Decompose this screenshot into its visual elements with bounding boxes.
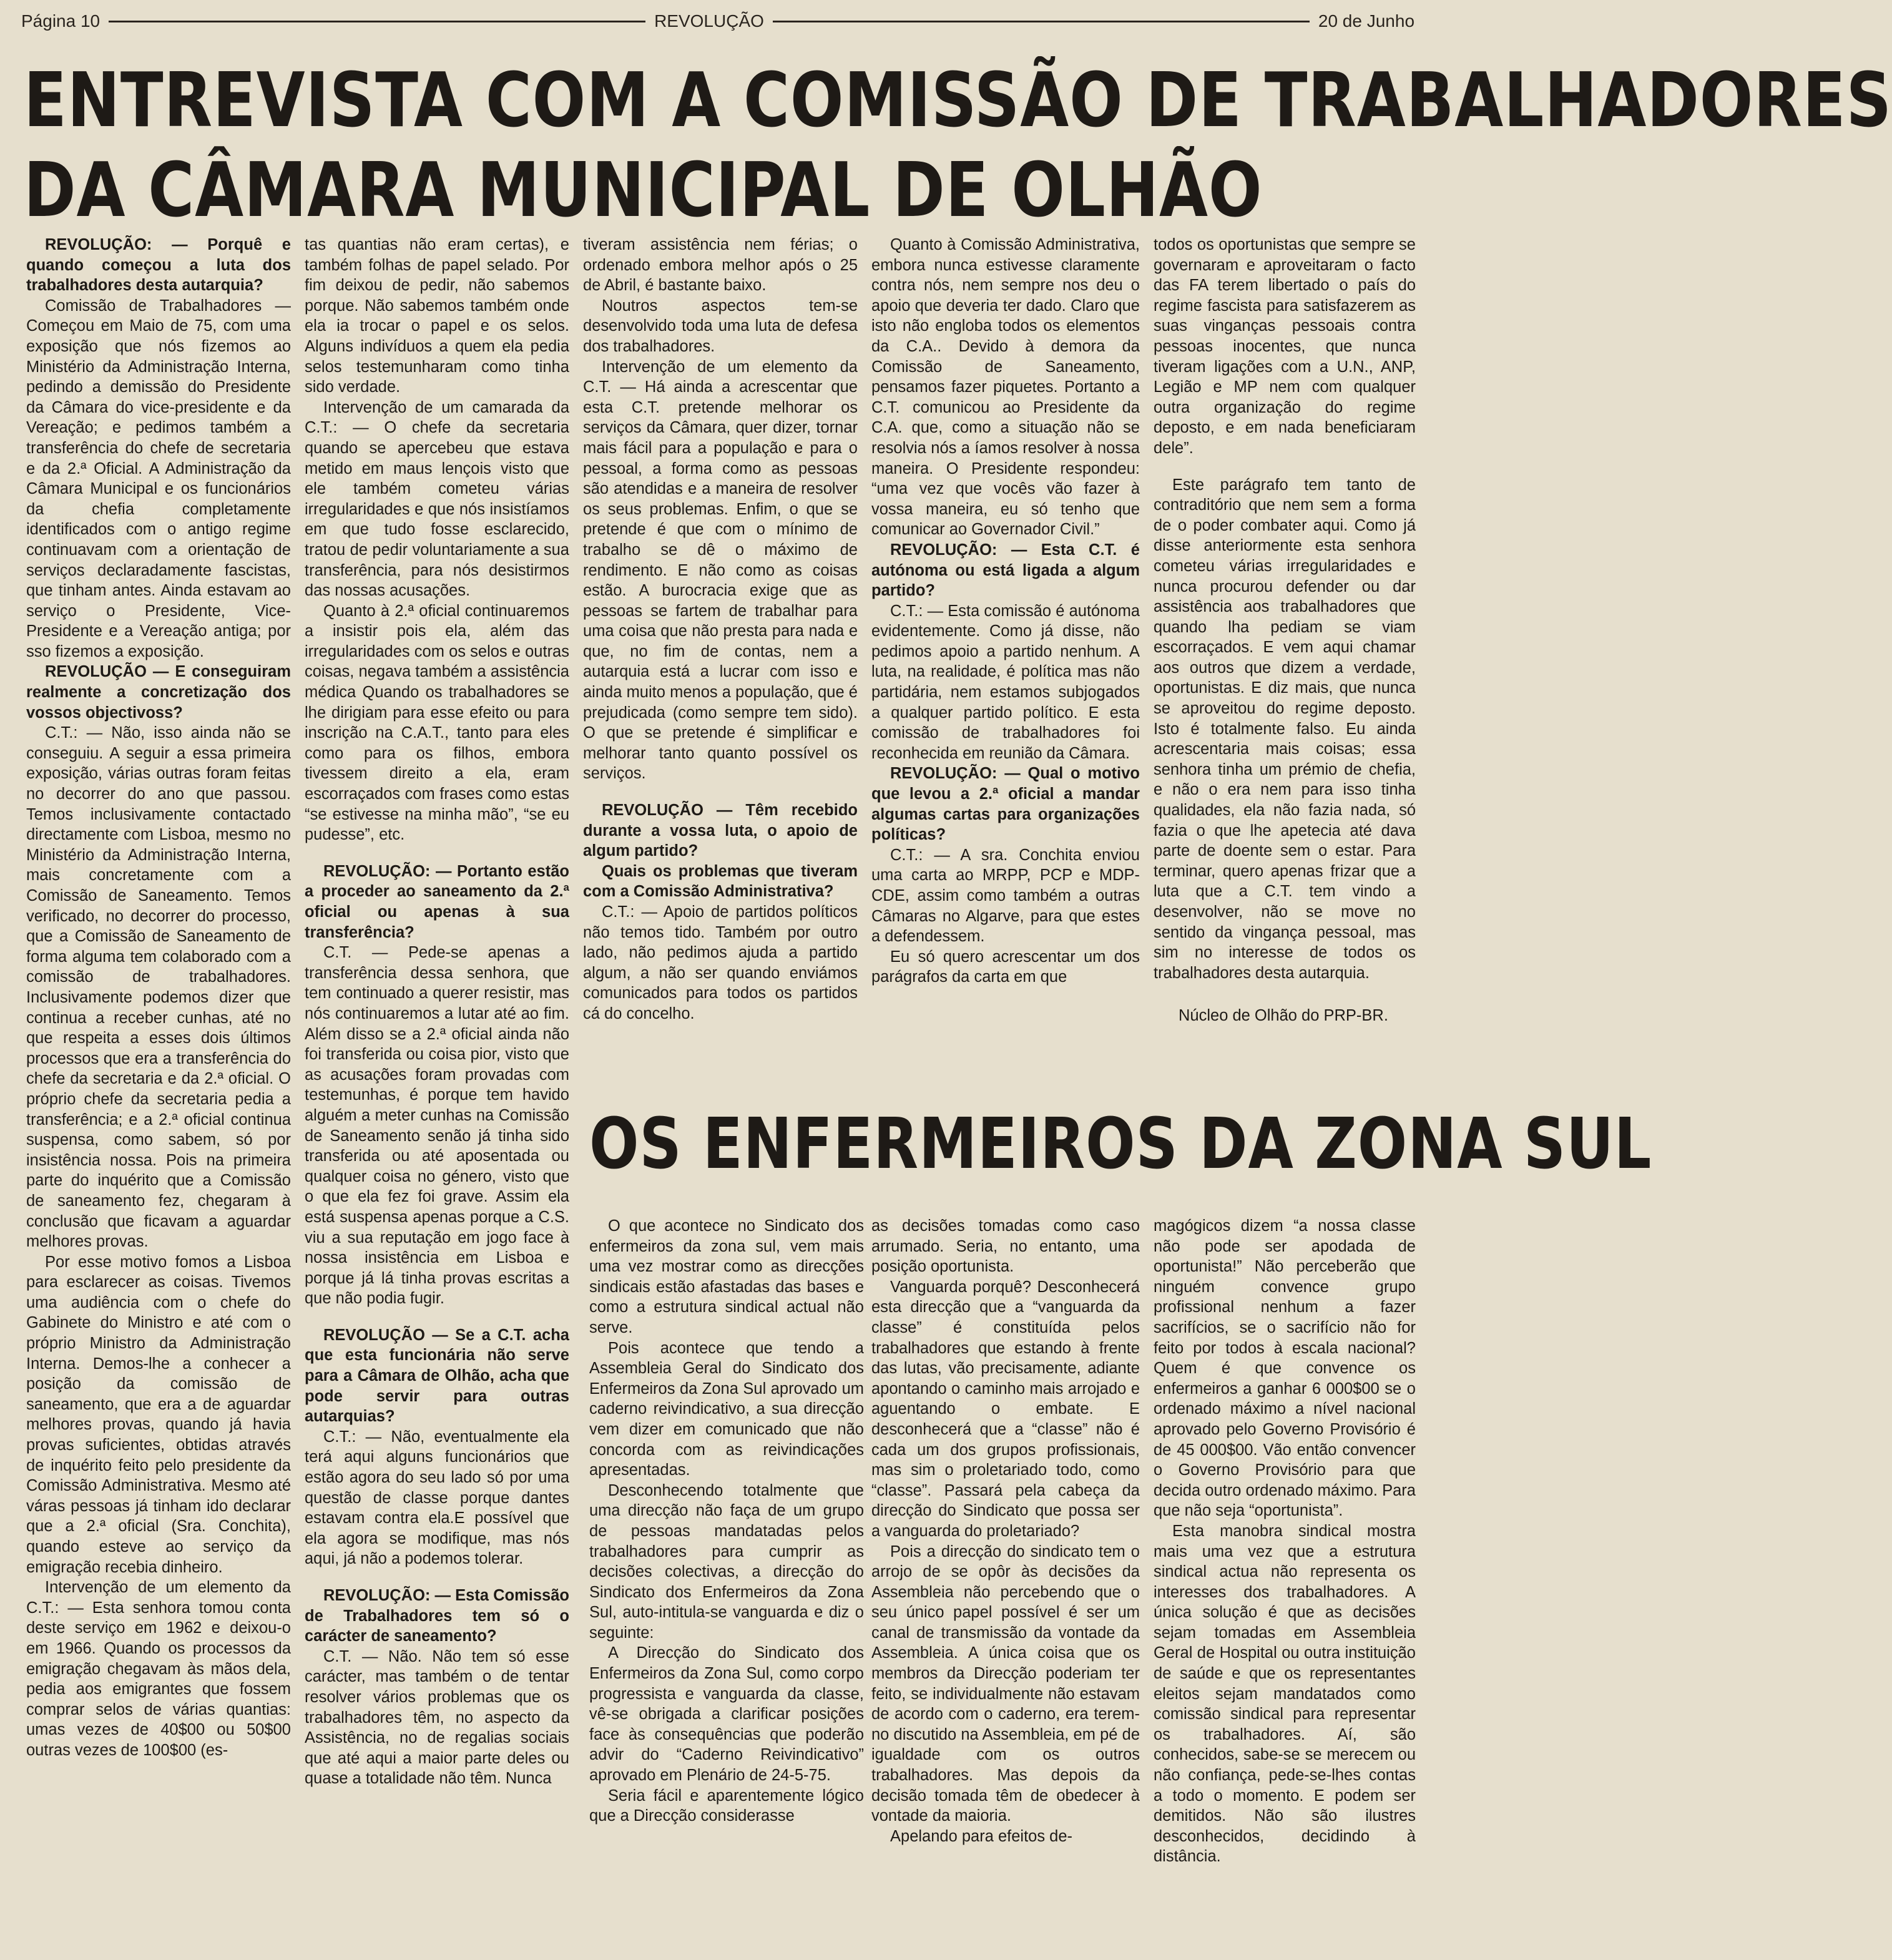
answer-paragraph: Este parágrafo tem tanto de contraditório que nem sem a forma de o poder combater aqui. Como já disse anteriormente esta senhora cometeu várias irregularidades e nunca procurou defender ou dar assistência aos trabalhadores que quando lha pediam se viam escorraçados. E vem aqui chamar aos outros que dizem a verdade, oportunistas. E diz mais, que nunca se aproveitou do regime deposto. Isto é totalmente falso. Eu ainda acrescentaria mais coisas; essa senhora tinha um prémio de chefia, e não o era nem para isso tinha qualidades, ela não fazia nada, só fazia o que lhe apetecia até dava parte de doente sem o estar. Para terminar, quero apenas frizar que a luta que a C.T. tem vindo a desenvolver, não se move no sentido da vingança pessoal, mas sim no interesse de todos os trabalhadores desta autarquia. (1154, 476, 1416, 982)
nurses-column-2 (871, 1216, 1140, 1878)
nurses-column-3 (1154, 1216, 1416, 1878)
question-paragraph: REVOLUÇÃO — Têm recebido durante a vossa luta, o apoio de algum partido? (583, 801, 858, 860)
answer-paragraph: C.T.: — Não, isso ainda não se conseguiu. A seguir a essa primeira exposição, várias outras foram feitas no decorrer do ano que passou. Temos inclusivamente contactado directamente com Lisboa, mesmo no Ministério da Administração Interna, mais concretamente com a Comissão de Saneamento. Temos verificado, no decorrer do processo, que a Comissão de Saneamento de forma alguma tem colaborado com a comissão de trabalhadores. Inclusivamente podemos dizer que continua a receber cunhas, até no que respeita a esses dois últimos processos que era a transferência do chefe da secretaria e da 2.ª oficial. O próprio chefe da secretaria pedia a transferência; e a 2.ª oficial continua suspensa, como sabem, só por insistência nossa. Pois na primeira parte do inquérito que a Comissão de saneamento fez, chegaram à conclusão que ficavam a aguardar melhores provas. (26, 724, 291, 1251)
answer-paragraph: tas quantias não eram certas), e também folhas de papel selado. Por fim deixou de pedir, não sabemos porque. Não sabemos também onde ela ia trocar o papel e os selos. Alguns indivíduos a quem ela pedia selos testemunharam como tinha sido verdade. (305, 236, 569, 396)
answer-paragraph: Intervenção de um elemento da C.T.: — Esta senhora tomou conta deste serviço em 1962 e deixou-o em 1966. Quando os processos da emigração chegavam às mãos dela, pedia aos emigrantes que fossem comprar selos de várias quantias: umas vezes de 40$00 ou 50$00 outras vezes de 100$00 (es- (26, 1579, 291, 1759)
question-paragraph: REVOLUÇÃO: — Qual o motivo que levou a 2.ª oficial a mandar algumas cartas para organizações políticas? (871, 765, 1140, 844)
masthead-rule (773, 21, 1310, 22)
body-paragraph: O que acontece no Sindicato dos enfermeiros da zona sul, vem mais uma vez mostrar como as direcções sindicais estão afastadas das bases e como a estrutura sindical actual não serve. (589, 1217, 864, 1336)
question-paragraph: REVOLUÇÃO: — Esta C.T. é autónoma ou está ligada a algum partido? (871, 541, 1140, 600)
body-paragraph: Vanguarda porquê? Desconhecerá esta direcção que a “vanguarda da classe” é constituída pelos trabalhadores que estando à frente das lutas, vão precisamente, adiante apontando o caminho mais arrojado e aguentando o embate. E desconhecerá que a “classe” não é cada um dos grupos profissionais, mas sim o proletariado todo, como “classe”. Passará pela cabeça da direcção do Sindicato que possa ser a vanguarda do proletariado? (871, 1278, 1140, 1540)
headline-nurses: OS ENFERMEIROS DA ZONA SUL (589, 1104, 1652, 1185)
answer-paragraph: C.T. — Não. Não tem só esse carácter, mas também o de tentar resolver vários problemas que os trabalhadores têm, no aspecto da Assistência, no de regalias sociais que até aqui a maior parte deles ou quase a totalidade não têm. Nunca (305, 1647, 569, 1788)
answer-paragraph: Noutros aspectos tem-se desenvolvido toda uma luta de defesa dos trabalhadores. (583, 296, 858, 355)
answer-paragraph: C.T.: — Não, eventualmente ela terá aqui alguns funcionários que estão agora do seu lado só por uma questão de classe porque dantes estavam contra ela.E possível que ela agora se modifique, mas nós aqui, já não a podemos tolerar. (305, 1428, 569, 1568)
interview-column-4 (871, 235, 1140, 1059)
body-paragraph: Seria fácil e aparentemente lógico que a Direcção considerasse (589, 1786, 864, 1825)
headline-interview-line2: DA CÂMARA MUNICIPAL DE OLHÃO (24, 147, 1263, 234)
body-paragraph: magógicos dizem “a nossa classe não pode ser apodada de oportunista!” Não perceberão que ninguém convence grupo profissional nenhum a fazer sacrifícios, se o sacrifício não for feito por todos à escala nacional? Quem é que convence os enfermeiros a ganhar 6 000$00 se o ordenado máximo a nível nacional aprovado pelo Governo Provisório é de 45 000$00. Vão então convencer o Governo Provisório para que decida outro ordenado máximo. Para que não seja “oportunista”. (1154, 1217, 1416, 1520)
body-paragraph: A Direcção do Sindicato dos Enfermeiros da Zona Sul, como corpo progressista e vanguarda da classe, vê-se obrigada a clarificar posições face às consequências que poderão advir do “Caderno Reivindicativo” aprovado em Plenário de 24-5-75. (589, 1644, 864, 1785)
question-paragraph: REVOLUÇÃO — E conseguiram realmente a concretização dos vossos objectivoss? (26, 663, 291, 722)
answer-paragraph: todos os oportunistas que sempre se governaram e aproveitaram o facto das FA terem libertado o país do regime fascista para satisfazerem as suas vinganças pessoais contra pessoas inocentes, que nunca tiveram ligações com a U.N., ANP, Legião e MP nem com qualquer outra organização do regime deposto, e em nada beneficiaram dele”. (1154, 236, 1416, 457)
interview-column-3 (583, 235, 858, 1059)
interview-column-2 (305, 235, 569, 1876)
answer-paragraph: C.T.: — A sra. Conchita enviou uma carta ao MRPP, PCP e MDP-CDE, assim como também a outras Câmaras no Algarve, para que estes a defendessem. (871, 846, 1140, 946)
body-paragraph: Apelando para efeitos de- (890, 1827, 1073, 1845)
body-paragraph: Esta manobra sindical mostra mais uma vez que a estrutura sindical actua não representa os interesses dos trabalhadores. A única solução é que as decisões sejam tomadas em Assembleia Geral de Hospital ou outra instituição de saúde e que os representantes eleitos sejam mandatados como comissão sindical para representar os trabalhadores. Aí, são conhecidos, sabe-se se merecem ou não confiança, pede-se-lhes contas a todo o momento. E podem ser demitidos. Não são ilustres desconhecidos, decidindo à distância. (1154, 1522, 1416, 1866)
body-paragraph: Desconhecendo totalmente que uma direcção não faça de um grupo de pessoas mandatadas pelos trabalhadores para cumprir as decisões colectivas, a direcção do Sindicato dos Enfermeiros da Zona Sul, auto-intitula-se vanguarda e diz o seguinte: (589, 1481, 864, 1642)
interview-column-5 (1154, 235, 1416, 1059)
issue-date: 20 de Junho (1318, 11, 1415, 31)
page-number: Página 10 (21, 11, 100, 31)
headline-interview-line1: ENTREVISTA COM A COMISSÃO DE TRABALHADORES (24, 57, 1892, 144)
question-paragraph: REVOLUÇÃO: — Esta Comissão de Trabalhadores tem só o carácter de saneamento? (305, 1587, 569, 1645)
answer-paragraph: Eu só quero acrescentar um dos parágrafos da carta em que (871, 948, 1140, 986)
body-paragraph: as decisões tomadas como caso arrumado. Seria, no entanto, uma posição oportunista. (871, 1217, 1140, 1276)
answer-paragraph: Intervenção de um camarada da C.T.: — O chefe da secretaria quando se apercebeu que estava metido em maus lençois visto que ele também cometeu várias irregularidades e que nós insistíamos em que tudo fosse esclarecido, tratou de pedir voluntariamente a sua transferência, para nós desistirmos das nossas acusações. (305, 398, 569, 600)
answer-paragraph: Por esse motivo fomos a Lisboa para esclarecer as coisas. Tivemos uma audiência com o chefe do Gabinete do Ministro e até com o próprio Ministro da Administração Interna. Demos-lhe a conhecer a posição da comissão de saneamento, que era a de aguardar melhores provas, quando já havia provas suficientes, obtidas através de inquérito feito pelo presidente da Comissão Administrativa. Mesmo até váras pessoas já tinham ido declarar que a 2.ª oficial (Sra. Conchita), quando esteve ao serviço da emigração recebia dinheiro. (26, 1253, 291, 1576)
interview-column-1 (26, 235, 291, 1876)
question-paragraph: REVOLUÇÃO: — Portanto estão a proceder ao saneamento da 2.ª oficial ou apenas à sua transferência? (305, 862, 569, 941)
masthead-rule (109, 21, 645, 22)
answer-paragraph: C.T.: — Esta comissão é autónoma evidentemente. Como já disse, não pedimos apoio a partido nenhum. A luta, na realidade, é política mas não partidária, nem estamos subjogados a qualquer partido político. E esta comissão de trabalhadores foi reconhecida em reunião da Câmara. (871, 602, 1140, 762)
question-paragraph: REVOLUÇÃO — Se a C.T. acha que esta funcionária não serve para a Câmara de Olhão, acha que pode servir para outras autarquias? (305, 1326, 569, 1426)
newspaper-name: REVOLUÇÃO (654, 11, 764, 31)
answer-paragraph: Intervenção de um elemento da C.T. — Há ainda a acrescentar que esta C.T. pretende melhorar os serviços da Câmara, quer dizer, tornar mais fácil para a população e para o pessoal, a forma como as pessoas são atendidas e a maneira de resolver os seus problemas. Enfim, o que se pretende é que com o mínimo de trabalho se dê o máximo de rendimento. E não como as coisas estão. A burocracia exige que as pessoas se fartem de trabalhar para uma coisa que não presta para nada e que, no fim de contas, nem a autarquia está a lucrar com isso e ainda muito menos a população, que é prejudicada (como sempre tem sido). O que se pretende é simplificar e melhorar tanto quanto possível os serviços. (583, 358, 858, 783)
body-paragraph: Pois acontece que tendo a Assembleia Geral do Sindicato dos Enfermeiros da Zona Sul aprovado um caderno reivindicativo, a sua direcção vem dizer em comunicado que não concorda com as reivindicações apresentadas. (589, 1339, 864, 1479)
answer-paragraph: C.T.: — Apoio de partidos políticos não temos tido. Também por outro lado, não pedimos ajuda a partido algum, a não ser quando enviámos comunicados para todos os partidos cá do concelho. (583, 903, 858, 1022)
answer-paragraph: Quanto à Comissão Administrativa, embora nunca estivesse claramente contra nós, nem sempre nos deu o apoio que deveria ter dado. Claro que isto não engloba todos os elementos da C.A.. Devido à demora da Comissão de Saneamento, pensamos fazer piquetes. Portanto a C.T. comunicou ao Presidente da C.A. que, como a situação não se resolvia nós a íamos resolver à nossa maneira. O Presidente respondeu: “uma vez que vocês vão fazer à vossa maneira, eu só tenho que comunicar ao Governador Civil.” (871, 236, 1140, 539)
answer-paragraph: C.T. — Pede-se apenas a transferência dessa senhora, que tem continuado a querer resistir, mas nós continuaremos a lutar até ao fim. Além disso se a 2.ª oficial ainda não foi transferida ou coisa pior, visto que as acusações foram provadas com testemunhas, é porque tem havido alguém a meter cunhas na Comissão de Saneamento senão já tinha sido transferida ou até aposentada ou qualquer coisa no género, visto que o que ela fez foi grave. Assim ela está suspensa apenas porque a C.S. viu a sua reputação em jogo face à nossa insistência em Lisboa e porque já lá tinha provas escritas a que não podia fugir. (305, 944, 569, 1308)
answer-paragraph: Comissão de Trabalhadores — Começou em Maio de 75, com uma exposição que nós fizemos ao Ministério da Administração Interna, pedindo a demissão do Presidente da Câmara do vice-presidente e da Vereação; e pedimos também a transferência do chefe de secretaria e da 2.ª Oficial. A Administração da Câmara Municipal e os funcionários da chefia completamente identificados com o antigo regime continuavam com a orientação de serviços declaradamente fascistas, que tinham antes. Ainda estavam ao serviço o Presidente, Vice-Presidente e a Vereação antiga; por sso fizemos a exposição. (26, 296, 291, 660)
article-signature: Núcleo de Olhão do PRP-BR. (1179, 1007, 1388, 1025)
answer-paragraph: tiveram assistência nem férias; o ordenado embora melhor após o 25 de Abril, é bastante baixo. (583, 236, 858, 295)
masthead (21, 9, 1414, 34)
question-paragraph: Quais os problemas que tiveram com a Comissão Administrativa? (583, 862, 858, 901)
question-paragraph: REVOLUÇÃO: — Porquê e quando começou a luta dos trabalhadores desta autarquia? (26, 236, 291, 295)
answer-paragraph: Quanto à 2.ª oficial continuaremos a insistir pois ela, além das irregularidades com os selos e outras coisas, negava também a assistência médica Quando os trabalhadores se lhe dirigiam para esse efeito ou para inscrição na C.A.T., tanto para eles como para os filhos, embora tivessem direito a ela, eram escorraçados com frases como estas “se estivesse na minha mão”, “se eu pudesse”, etc. (305, 602, 569, 844)
nurses-column-1 (589, 1216, 864, 1878)
body-paragraph: Pois a direcção do sindicato tem o arrojo de se opôr às decisões da Assembleia não percebendo que o seu único papel possível é ser um canal de transmissão da vontade da Assembleia. A única coisa que os membros da Direcção poderiam ter feito, se individualmente não estavam de acordo com o caderno, era terem-no discutido na Assembleia, em pé de igualdade com os outros trabalhadores. Mas depois da decisão tomada têm de obedecer à vontade da maioria. (871, 1542, 1140, 1825)
